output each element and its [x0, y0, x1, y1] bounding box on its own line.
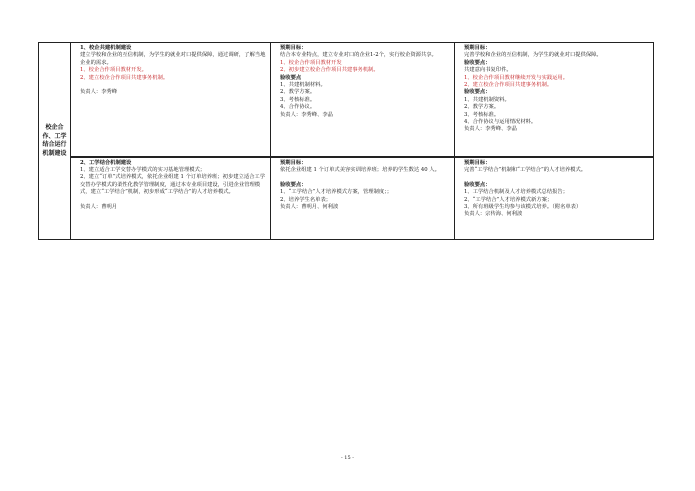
r2-final-heading: 预期目标： [464, 159, 491, 166]
r1-final-cell [455, 43, 654, 157]
r1-task-desc: 建立学校和企业的互信机制，为学生的就业对口提供保障，通过调研，了解当地企业的需求。 [80, 52, 266, 66]
r1-task-title: 1、校企共建机制建设 [80, 45, 132, 51]
r1-goal-owner: 负责人：李秀峰、李晶 [280, 111, 333, 118]
r1-goal-item-1: 1、校企合作项目教材开发 [280, 59, 342, 66]
r1-task-item-2: 2、建立校企合作项目共建事务机制。 [80, 74, 169, 81]
r1-task-owner: 负责人：李秀峰 [80, 89, 118, 96]
r2-task-item-2: 2、建立“订单”式培养模式，依托企业组建 1 个订单培养班；初步建立适合工学交替办学模式的柔性化教学管理制度，通过本专业项目建设，引进企业管理模式，建立“工学结合”机制，初步形成“工学结合”的人才培养模式。 [80, 174, 266, 196]
r1-final-check-1: 1、共建机制资料。 [464, 96, 510, 103]
r1-final-red-1: 1、校企合作项目教材继续开发与实践运用。 [464, 74, 569, 81]
r1-goal-item-2: 2、初步建立校企合作项目共建事务机制。 [280, 67, 379, 74]
r2-goal-heading: 预期目标： [280, 159, 307, 166]
r1-task-item-1: 1、校企合作项目教材开发。 [80, 67, 147, 74]
r1-goal-check-4: 4、合作协议。 [280, 104, 316, 111]
r2-goal-check-heading: 验收要点： [280, 181, 307, 188]
r2-task-cell [71, 157, 271, 240]
r2-task-item-1: 1、建立适合工学交替办学模式的实习基地管理模式； [80, 166, 206, 173]
page-number: - 15 - [341, 455, 354, 461]
r1-final-desc: 完善学校和企业的互信机制，为学生的就业对口提供保障。 [464, 52, 602, 59]
r2-goal-check-2: 2、培养学生名单表； [280, 196, 332, 203]
r2-final-check-1: 1、工学结合机制及人才培养模式总结报告； [464, 189, 569, 196]
r1-goal-check-3: 3、考核标准。 [280, 96, 316, 103]
r2-task-owner: 负责人：曹明月 [80, 203, 118, 210]
r1-goal-check-heading: 验收要点 [280, 74, 302, 81]
r1-final-check-2: 2、教学方案。 [464, 104, 500, 111]
r2-goal-owner: 负责人：曹明月、何利波 [280, 203, 339, 210]
r1-final-heading: 预期目标： [464, 45, 491, 51]
r1-final-owner: 负责人：李秀峰、李晶 [464, 126, 517, 133]
r2-task-title: 2、工学结合机制建设 [80, 159, 132, 166]
r2-goal-cell [271, 157, 455, 240]
r2-final-owner: 负责人：宗传海、何利波 [464, 211, 523, 218]
r1-goal-check-1: 1、共建机制材料。 [280, 82, 326, 89]
r1-goal-cell [271, 43, 455, 157]
r1-final-check-heading: 验收要点： [464, 59, 491, 66]
r1-goal-check-2: 2、教学方案。 [280, 89, 316, 96]
r2-final-cell [455, 157, 654, 240]
r2-goal-desc: 依托企业组建 1 个订单式美容实训培养班；培养的学生数达 40 人。 [280, 166, 440, 173]
r1-final-red-2: 2、建立校企合作项目共建事务机制。 [464, 82, 553, 89]
r2-final-check-3: 3、所有班级学生均参与该模式培养。（附名单表） [464, 203, 582, 210]
r2-final-check-heading: 验收要点： [464, 181, 491, 188]
r2-goal-check-1: 1、“工学结合”人才培养模式方案，管理制度；； [280, 189, 393, 196]
r1-final-check-3: 3、考核标准。 [464, 111, 500, 118]
plan-table [38, 42, 654, 240]
r2-final-check-2: 2、“工学结合”人才培养模式新方案； [464, 196, 553, 203]
r1-final-check-4: 4、合作协议与运用情况材料。 [464, 119, 537, 126]
row-header: 校企合作、工学结合运行机制建设 [42, 124, 67, 157]
r1-goal-heading: 预期目标： [280, 45, 307, 51]
r1-goal-desc: 结合本专业特点，建立专业对口的企业1-2个，实行校企资源共享。 [280, 52, 437, 59]
r2-final-desc: 完善“工学结合”机制和“工学结合”的人才培养模式。 [464, 166, 587, 173]
r1-final-check-heading-2: 验收要点： [464, 89, 491, 96]
row-header-cell [39, 43, 71, 240]
r1-final-check-lead: 共建意向书复印件。 [464, 67, 512, 74]
r1-task-cell [71, 43, 271, 157]
